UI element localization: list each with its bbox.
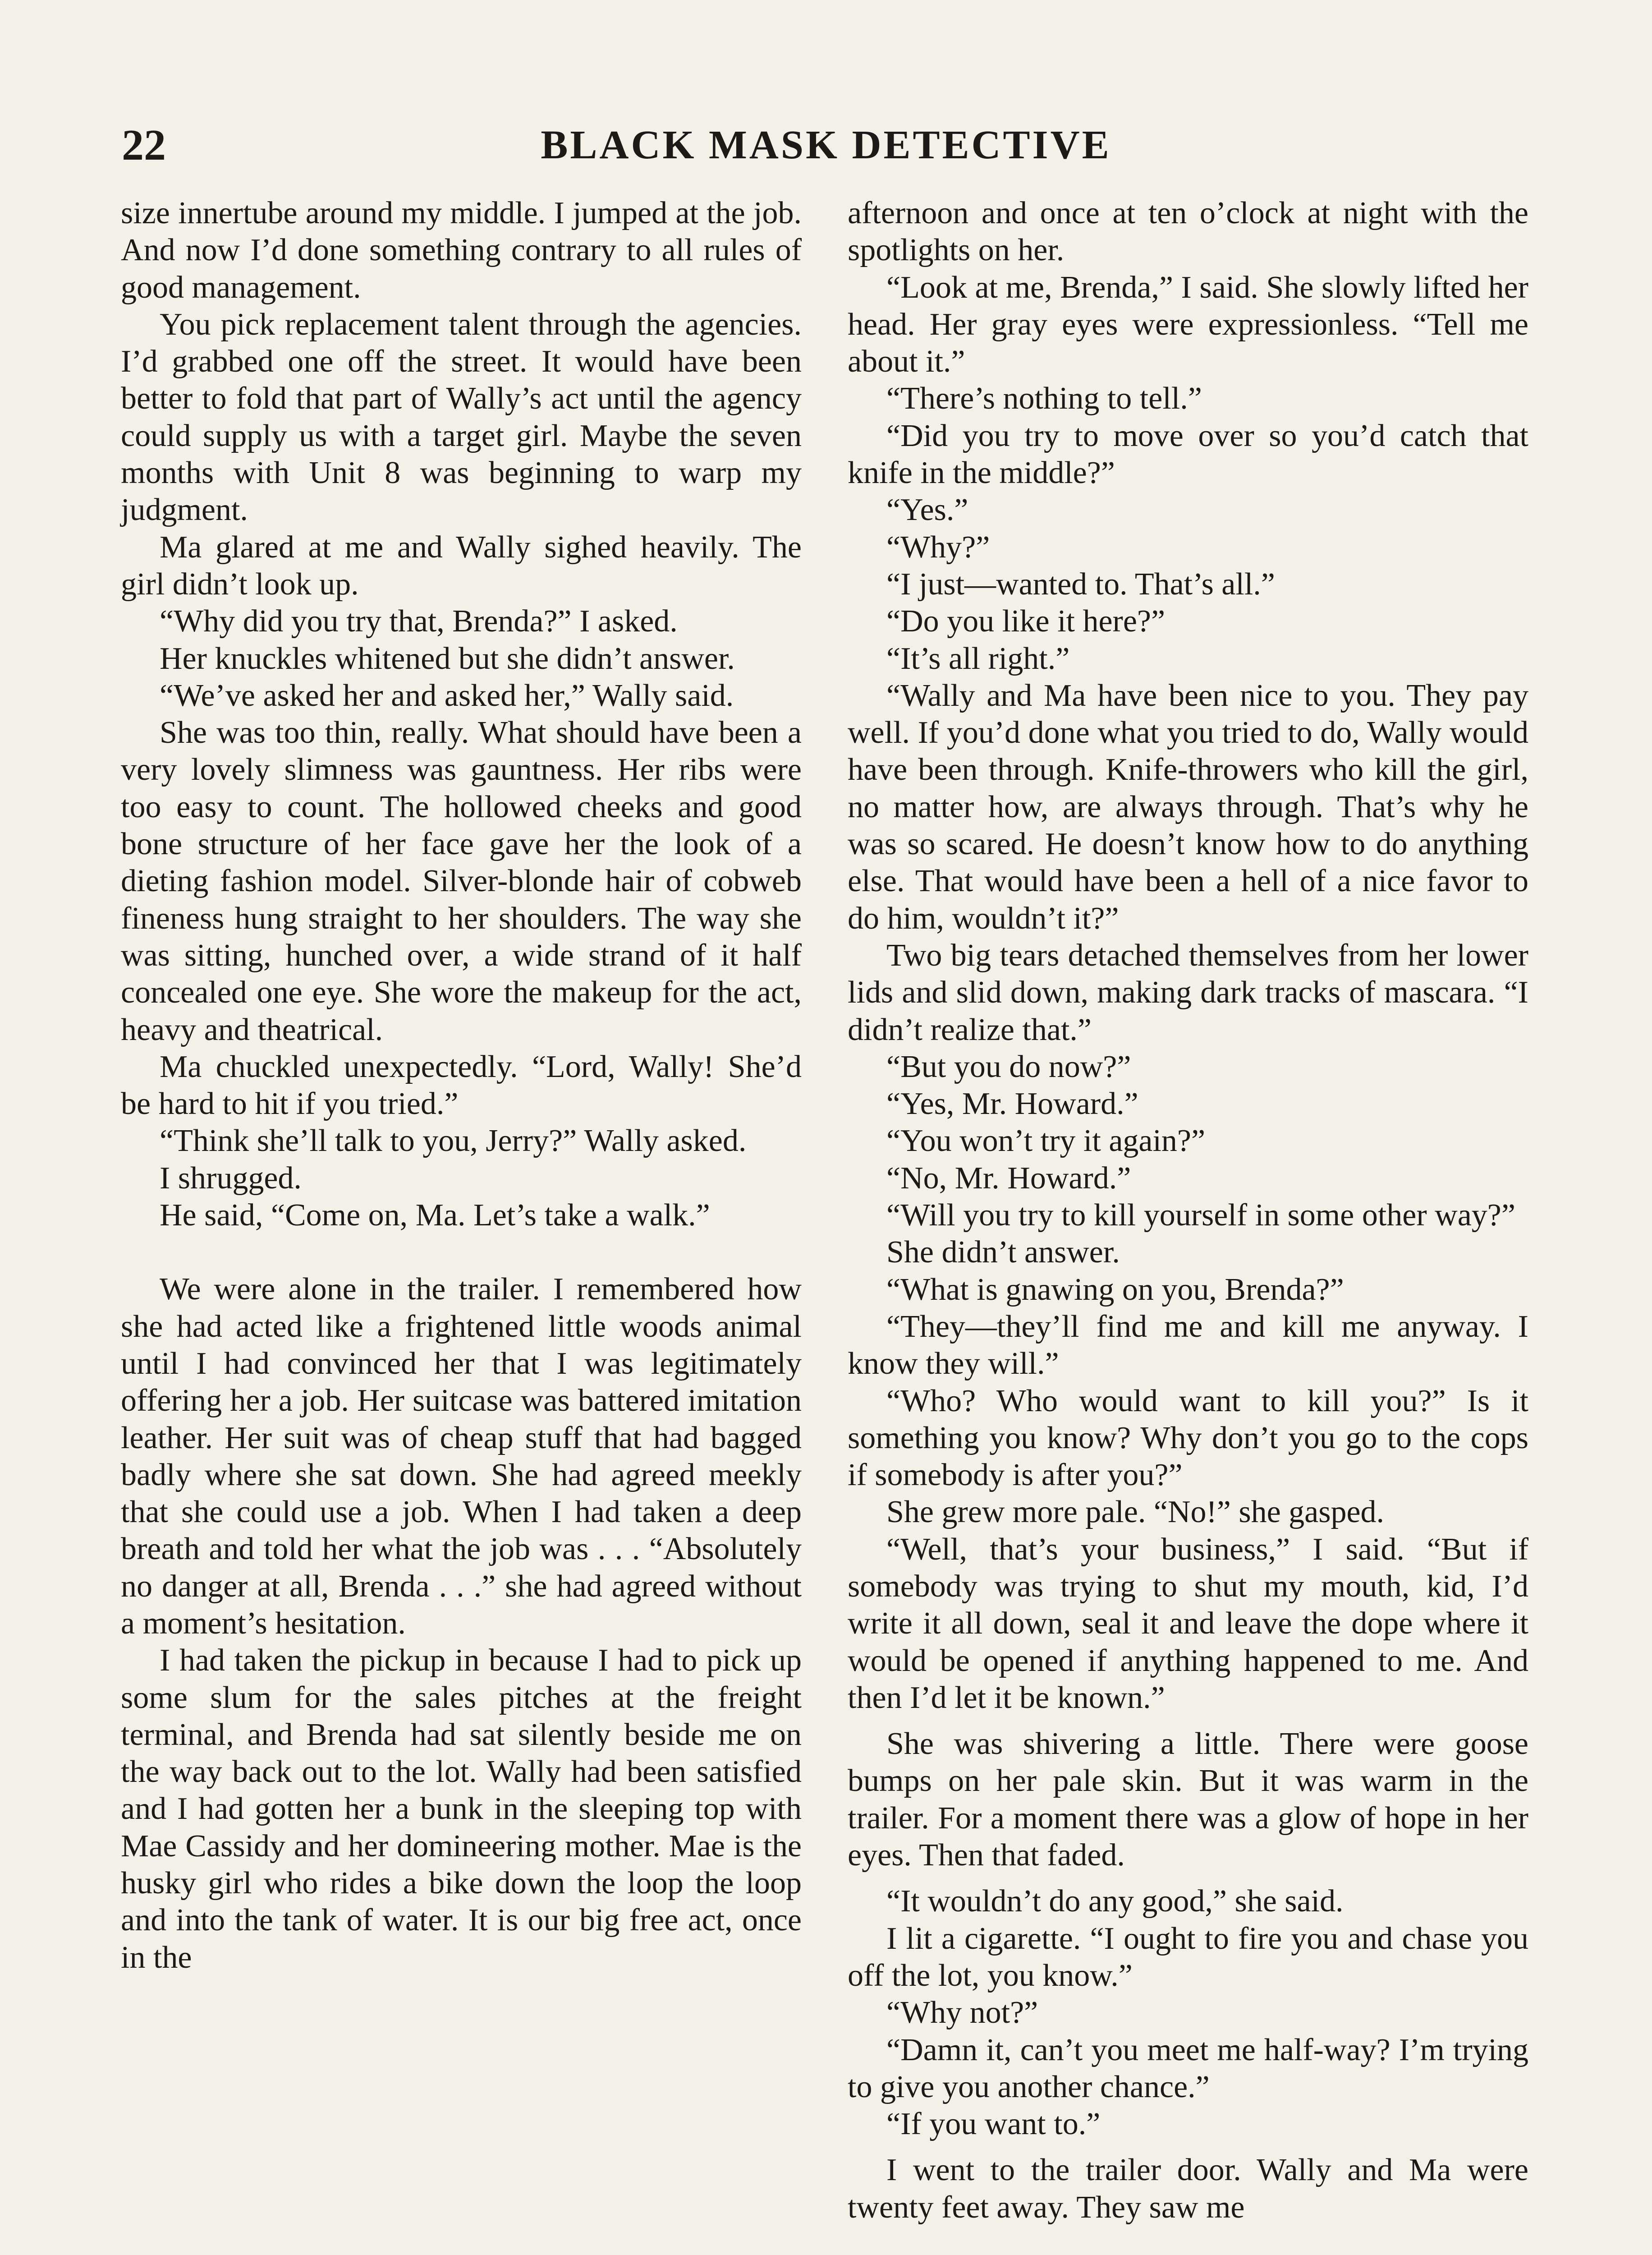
- paragraph: She didn’t answer.: [886, 1235, 1120, 1270]
- paragraph: You pick replacement talent through the agencies. I’d grabbed one off the street. It would have been better to fold that part of Wally’s act until the agency could supply us with a target girl. Maybe the seven months with Unit 8 was beginning to warp my judgment.: [121, 307, 802, 528]
- paragraph: Her knuckles whitened but she didn’t answer.: [160, 641, 735, 676]
- paragraph: “If you want to.”: [886, 2107, 1101, 2142]
- page-header: [122, 118, 1530, 172]
- paragraph: “Well, that’s your business,” I said. “But if somebody was trying to shut my mouth, kid, I’d write it all down, seal it and leave the dope where it would be opened if anything happened to me. And then I’d let it be known.”: [848, 1532, 1528, 1715]
- paragraph: She was too thin, really. What should have been a very lovely slimness was gauntness. Her ribs were too easy to count. The hollowed cheeks and good bone structure of her face gave her the look of a dieting fashion model. Silver-blonde hair of cobweb fineness hung straight to her shoulders. The way she was sitting, hunched over, a wide strand of it half concealed one eye. She wore the makeup for the act, heavy and theatrical.: [121, 715, 802, 1047]
- paragraph: I shrugged.: [160, 1160, 302, 1196]
- paragraph: I went to the trailer door. Wally and Ma were twenty feet away. They saw me: [848, 2153, 1528, 2225]
- paragraph: “Did you try to move over so you’d catch that knife in the middle?”: [848, 418, 1528, 491]
- paragraph: “I just—wanted to. That’s all.”: [886, 566, 1275, 602]
- left-column: [121, 195, 802, 1976]
- paragraph: Two big tears detached themselves from her lower lids and slid down, making dark tracks of mascara. “I didn’t realize that.”: [848, 938, 1528, 1047]
- paragraph: She was shivering a little. There were goose bumps on her pale skin. But it was warm in the trailer. For a moment there was a glow of hope in her eyes. Then that faded.: [848, 1726, 1528, 1873]
- paragraph: “Who? Who would want to kill you?” Is it something you know? Why don’t you go to the cops if somebody is after you?”: [848, 1383, 1528, 1493]
- paragraph: “Think she’ll talk to you, Jerry?” Wally asked.: [160, 1123, 747, 1159]
- paragraph: “We’ve asked her and asked her,” Wally said.: [160, 678, 734, 713]
- paragraph: “Will you try to kill yourself in some other way?”: [886, 1198, 1515, 1233]
- paragraph: “What is gnawing on you, Brenda?”: [886, 1272, 1344, 1307]
- paragraph: size innertube around my middle. I jumped at the job. And now I’d done something contrary to all rules of good management.: [121, 196, 802, 305]
- right-column: [848, 195, 1528, 2226]
- paragraph: “They—they’ll find me and kill me anyway. I know they will.”: [848, 1309, 1528, 1381]
- paragraph: He said, “Come on, Ma. Let’s take a walk.”: [160, 1198, 710, 1233]
- paragraph: “You won’t try it again?”: [886, 1123, 1206, 1159]
- paragraph: “Yes.”: [886, 492, 968, 528]
- paragraph: “Wally and Ma have been nice to you. They pay well. If you’d done what you tried to do, Wally would have been through. Knife-throwers who kill the girl, no matter how, are always through. That’s why he was so scared. He doesn’t know how to do anything else. That would have been a hell of a nice favor to do him, wouldn’t it?”: [848, 678, 1528, 936]
- paragraph: “No, Mr. Howard.”: [886, 1160, 1131, 1196]
- paragraph: I lit a cigarette. “I ought to fire you and chase you off the lot, you know.”: [848, 1921, 1528, 1993]
- paragraph: Ma chuckled unexpectedly. “Lord, Wally! She’d be hard to hit if you tried.”: [121, 1049, 802, 1122]
- paragraph: I had taken the pickup in because I had to pick up some slum for the sales pitches at the freight terminal, and Brenda had sat silently beside me on the way back out to the lot. Wally had been satisfied and I had gotten her a bunk in the sleeping top with Mae Cassidy and her domineering mother. Mae is the husky girl who rides a bike down the loop the loop and into the tank of water. It is our big free act, once in the: [121, 1643, 802, 1975]
- paragraph: “Why not?”: [886, 1995, 1038, 2030]
- page-number: 22: [122, 121, 166, 170]
- paragraph: “But you do now?”: [886, 1049, 1131, 1084]
- paragraph: “Yes, Mr. Howard.”: [886, 1086, 1138, 1122]
- paragraph: “Why?”: [886, 529, 990, 565]
- magazine-title: BLACK MASK DETECTIVE: [541, 123, 1111, 167]
- paragraph: “It wouldn’t do any good,” she said.: [886, 1884, 1344, 1919]
- paragraph: afternoon and once at ten o’clock at night with the spotlights on her.: [848, 196, 1528, 268]
- paragraph: “Look at me, Brenda,” I said. She slowly lifted her head. Her gray eyes were expressionless. “Tell me about it.”: [848, 270, 1528, 379]
- paragraph: She grew more pale. “No!” she gasped.: [886, 1495, 1385, 1530]
- paragraph: “Why did you try that, Brenda?” I asked.: [160, 604, 678, 639]
- paragraph: Ma glared at me and Wally sighed heavily. The girl didn’t look up.: [121, 529, 802, 602]
- paragraph: “There’s nothing to tell.”: [886, 381, 1202, 416]
- paragraph: “It’s all right.”: [886, 641, 1070, 676]
- paragraph: “Do you like it here?”: [886, 604, 1166, 639]
- paragraph: We were alone in the trailer. I remembered how she had acted like a frightened little woods animal until I had convinced her that I was legitimately offering her a job. Her suitcase was battered imitation leather. Her suit was of cheap stuff that had bagged badly where she sat down. She had agreed meekly that she could use a job. When I had taken a deep breath and told her what the job was . . . “Absolutely no danger at all, Brenda . . .” she had agreed without a moment’s hesitation.: [121, 1272, 802, 1641]
- paragraph: “Damn it, can’t you meet me half-way? I’m trying to give you another chance.”: [848, 2032, 1528, 2104]
